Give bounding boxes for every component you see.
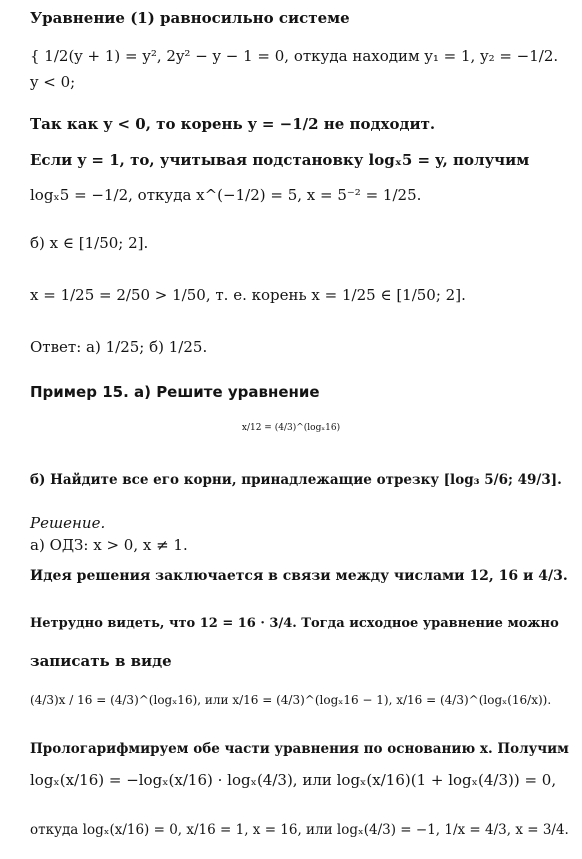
text-line-17: записать в виде: [30, 652, 172, 670]
text-line-7: б) x ∈ [1/50; 2].: [30, 234, 149, 252]
text-line-20: logₓ(x/16) = −logₓ(x/16) · logₓ(4/3), или logₓ(x/16)(1 + logₓ(4/3)) = 0,: [30, 771, 557, 789]
equation-display: x/12 = (4/3)^(logₓ16): [241, 423, 341, 433]
text-line-21: откуда logₓ(x/16) = 0, x/16 = 1, x = 16, или logₓ(4/3) = −1, 1/x = 4/3, x = 3/4.: [30, 822, 569, 838]
text-line-16: Нетрудно видеть, что 12 = 16 · 3/4. Тогда исходное уравнение можно: [30, 616, 559, 631]
text-line-6: logₓ5 = −1/2, откуда x^(−1/2) = 5, x = 5⁻² = 1/25.: [30, 186, 422, 204]
text-line-18: (4/3)x / 16 = (4/3)^(logₓ16), или x/16 = (4/3)^(logₓ16 − 1), x/16 = (4/3)^(logₓ(16/x)).: [30, 693, 552, 707]
text-line-19: Прологарифмируем обе части уравнения по основанию x. Получим: [30, 741, 569, 757]
text-line-2: { 1/2(y + 1) = y², 2y² − y − 1 = 0, откуда находим y₁ = 1, y₂ = −1/2.: [30, 47, 559, 65]
text-line-3: y < 0;: [30, 73, 76, 91]
text-line-1: Уравнение (1) равносильно системе: [30, 9, 350, 27]
text-line-12: б) Найдите все его корни, принадлежащие отрезку [log₃ 5/6; 49/3].: [30, 472, 562, 488]
text-line-14: а) ОДЗ: x > 0, x ≠ 1.: [30, 536, 188, 554]
text-line-4: Так как y < 0, то корень y = −1/2 не подходит.: [30, 115, 436, 133]
text-line-8: x = 1/25 = 2/50 > 1/50, т. е. корень x = 1/25 ∈ [1/50; 2].: [30, 286, 466, 304]
text-line-15: Идея решения заключается в связи между числами 12, 16 и 4/3.: [30, 568, 568, 584]
text-line-5: Если y = 1, то, учитывая подстановку logₓ5 = y, получим: [30, 151, 530, 169]
example-heading: Пример 15. а) Решите уравнение: [30, 383, 320, 401]
answer-line: Ответ: а) 1/25; б) 1/25.: [30, 338, 208, 356]
solution-heading: Решение.: [30, 514, 106, 532]
